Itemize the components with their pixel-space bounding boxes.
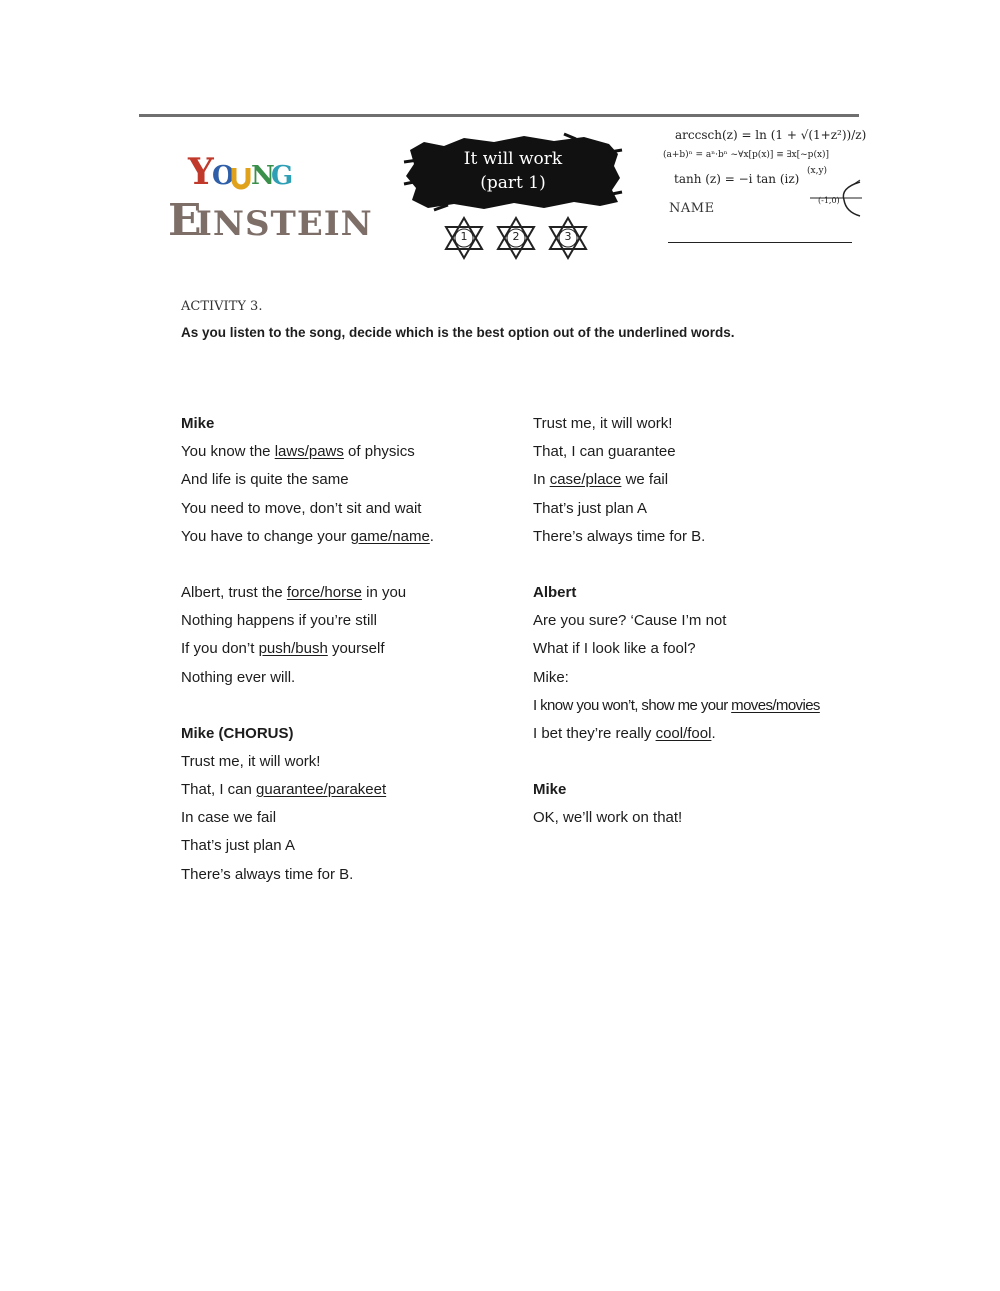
lyric-line: Albert, trust the force/horse in you: [181, 583, 407, 601]
lyric-line: I bet they’re really cool/fool.: [533, 724, 716, 742]
activity-title: ACTIVITY 3.: [181, 299, 263, 314]
brush-stroke-background: [404, 132, 622, 212]
stanza-gap: [181, 695, 511, 723]
unit-circle-sketch: [810, 180, 862, 220]
lyrics-right-column: [533, 413, 863, 835]
level-badges: [440, 216, 600, 266]
title-line-1: It will work: [463, 149, 563, 169]
word-choice[interactable]: guarantee/parakeet: [256, 781, 387, 799]
level-number: 1: [460, 230, 468, 243]
logo-graphic: [166, 140, 373, 246]
lyric-line: In case/place we fail: [533, 471, 669, 489]
lyric-line: Nothing happens if you’re still: [181, 612, 377, 630]
lyric-line: That’s just plan A: [533, 499, 647, 517]
level-number: 2: [512, 230, 520, 243]
lyric-line: There’s always time for B.: [181, 865, 354, 883]
formula-arccsch: arccsch(z) = ln (1 + √(1+z²))/z): [675, 128, 867, 142]
lyrics-left-column: [181, 413, 511, 892]
name-label: NAME: [669, 201, 715, 216]
level-number: 3: [564, 230, 572, 243]
svg-text:E: E: [168, 195, 202, 246]
lyric-line: You have to change your game/name.: [181, 527, 434, 545]
lyric-line: You need to move, don’t sit and wait: [181, 499, 422, 517]
section-heading: Albert: [533, 583, 577, 601]
lyric-line: There’s always time for B.: [533, 527, 706, 545]
section-heading: Mike: [181, 415, 215, 432]
title-banner: [404, 132, 622, 212]
lyric-line: If you don’t push/bush yourself: [181, 640, 385, 658]
lyric-line: Mike:: [533, 668, 569, 686]
activity-instruction: As you listen to the song, decide which is the best option out of the underlined words.: [181, 325, 735, 340]
level-badge-1: [442, 216, 486, 260]
lyric-line: OK, we’ll work on that!: [533, 809, 683, 827]
stanza-gap: [533, 751, 863, 779]
lyric-line: Trust me, it will work!: [533, 415, 673, 432]
svg-text:O: O: [212, 161, 235, 191]
lyric-line: You know the laws/paws of physics: [181, 443, 415, 461]
lyric-line: What if I look like a fool?: [533, 640, 696, 658]
stanza-gap: [181, 554, 511, 582]
name-input-line[interactable]: [668, 242, 852, 243]
svg-text:N: N: [251, 161, 275, 191]
lyric-line: That, I can guarantee: [533, 443, 676, 461]
svg-text:Y: Y: [188, 151, 214, 193]
lyric-line: Are you sure? ‘Cause I’m not: [533, 612, 727, 630]
top-rule: [139, 114, 859, 117]
word-choice[interactable]: push/bush: [258, 640, 328, 658]
word-choice[interactable]: force/horse: [286, 583, 362, 601]
formula-tanh: tanh (z) = −i tan (iz): [674, 172, 800, 186]
word-choice[interactable]: laws/paws: [274, 443, 344, 461]
lyric-line: That’s just plan A: [181, 837, 295, 855]
level-badge-2: [494, 216, 538, 260]
stanza-gap: [533, 554, 863, 582]
word-choice[interactable]: moves/movies: [731, 696, 820, 714]
title-line-2: (part 1): [480, 173, 546, 193]
section-heading: Mike: [533, 781, 567, 799]
svg-text:G: G: [271, 161, 294, 191]
word-choice[interactable]: game/name: [350, 527, 430, 545]
formula-binomial: (a+b)ⁿ = aⁿ·bⁿ ~∀x[p(x)] ≡ ∃x[~p(x)]: [663, 150, 830, 160]
formula-point-neg1-0: (-1,0): [818, 196, 840, 205]
lyric-line: In case we fail: [181, 809, 277, 827]
lyric-line: And life is quite the same: [181, 471, 349, 489]
word-choice[interactable]: cool/fool: [655, 724, 712, 742]
lyric-line: That, I can guarantee/parakeet: [181, 781, 387, 799]
young-einstein-logo: [166, 140, 373, 246]
level-badge-3: [546, 216, 590, 260]
lyric-line: I know you won’t, show me your moves/movies: [533, 696, 820, 714]
formula-point-xy: (x,y): [807, 166, 828, 176]
lyric-line: Trust me, it will work!: [181, 752, 321, 770]
svg-text:INSTEIN: INSTEIN: [196, 204, 373, 244]
word-choice[interactable]: case/place: [549, 471, 622, 489]
section-heading: Mike (CHORUS): [181, 724, 294, 742]
lyric-line: Nothing ever will.: [181, 668, 296, 686]
